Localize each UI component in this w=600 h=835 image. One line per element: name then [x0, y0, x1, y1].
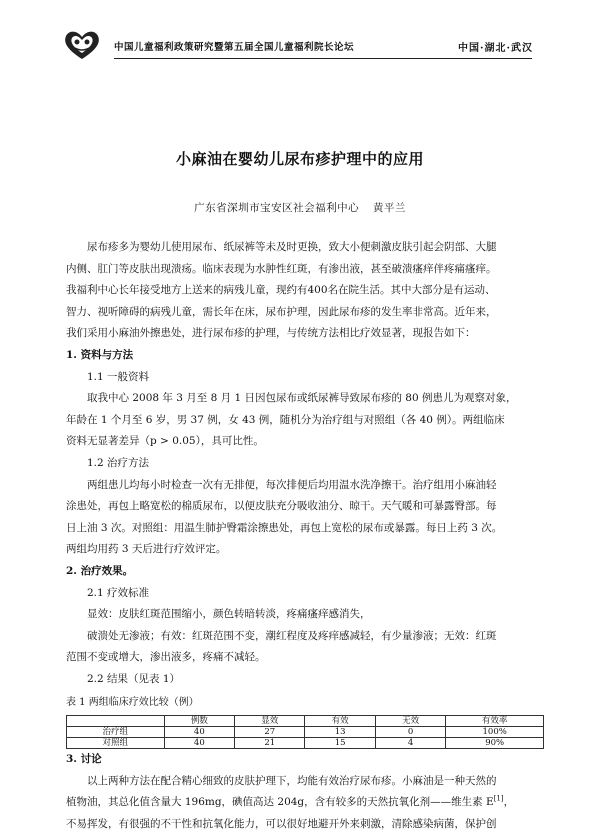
author-name: 黄平兰: [372, 202, 406, 214]
section-heading: 3. 讨论: [66, 753, 102, 766]
table-header: 有效: [305, 716, 375, 727]
table-cell: 4: [375, 738, 445, 749]
table-row: [67, 727, 544, 738]
results-table: [66, 715, 544, 749]
table-cell: 21: [235, 738, 305, 749]
text-line: 日上油 3 次。对照组：用温生肺护臀霜涂擦患处，再包上宽松的尿布或暴露。每日上药 3 次。: [66, 521, 503, 534]
table-cell: 27: [235, 727, 305, 738]
table-header: [67, 716, 165, 727]
text-line: 我们采用小麻油外擦患处，进行尿布疹的护理，与传统方法相比疗效显著，现报告如下：: [66, 327, 476, 340]
text-line: 以上两种方法在配合精心细致的皮肤护理下，均能有效治疗尿布疹。小麻油是一种天然的: [87, 774, 497, 787]
text-line: 破溃处无渗液；有效：红斑范围不变，潮红程度及疼痒感减轻，有少量渗液；无效：红斑: [87, 629, 497, 642]
table-cell: 100%: [446, 727, 544, 738]
intro-paragraph: [66, 237, 544, 345]
paragraph: [66, 475, 544, 561]
text-line: 显效：皮肤红斑范围缩小，颜色转暗转淡，疼痛瘙痒感消失，: [87, 608, 371, 621]
conference-location: 中国·湖北·武汉: [458, 43, 533, 54]
text-line: 不易挥发，有很强的不干性和抗氧化能力，可以很好地避开外来刺激，清除感染病菌，保护创: [66, 817, 497, 830]
table-header-row: [67, 716, 544, 727]
text-line: 资料无显著差异（p > 0.05），具可比性。: [66, 435, 264, 448]
citation[interactable]: [1]: [493, 794, 504, 803]
text-line: 取我中心 2008 年 3 月至 8 月 1 日因包尿布或纸尿裤导致尿布疹的 80 例患儿为观察对象，: [87, 392, 517, 405]
subsection-heading: 1.2 治疗方法: [87, 456, 150, 469]
paragraph: [66, 388, 544, 453]
page-header: [62, 28, 532, 64]
subsection-heading: 1.1 一般资料: [87, 370, 150, 383]
table-header: 例数: [164, 716, 234, 727]
text-line: 智力、视听障碍的病残儿童，需长年在床，尿布护理，因此尿布疹的发生率非常高。近年来，: [66, 305, 497, 318]
affiliation: 广东省深圳市宝安区社会福利中心: [194, 202, 360, 214]
table-cell: 对照组: [67, 738, 165, 749]
conference-name: 中国儿童福利政策研究暨第五届全国儿童福利院长论坛: [114, 42, 355, 53]
article-body: [66, 237, 544, 835]
text-line: 尿布疹多为婴幼儿使用尿布、纸尿裤等未及时更换，致大小便刺激皮肤引起会阴部、大腿: [87, 241, 497, 253]
text-line: 我福利中心长年接受地方上送来的病残儿童，现约有400名在院生活。其中大部分是有运动、: [66, 284, 496, 297]
table-cell: 90%: [446, 738, 544, 749]
text-line: 范围不变或增大，渗出液多，疼痛不减轻。: [66, 651, 266, 664]
author-line: [0, 200, 600, 215]
table-header: 显效: [235, 716, 305, 727]
table-cell: 13: [305, 727, 375, 738]
table-cell: 40: [164, 738, 234, 749]
table-cell: 0: [375, 727, 445, 738]
text-line: 年龄在 1 个月至 6 岁，男 37 例，女 43 例，随机分为治疗组与对照组（各 40 例）。两组临床: [66, 413, 505, 426]
text-line: 内侧、肛门等皮肤出现溃疡。临床表现为水肿性红斑，有渗出液，甚至破溃瘙痒伴疼痛瘙痒。: [66, 262, 497, 275]
header-rule: [114, 58, 532, 59]
text-line: [66, 792, 544, 814]
section-heading: 1. 资料与方法: [66, 348, 134, 361]
subsection-heading: 2.1 疗效标准: [87, 586, 150, 599]
text-line: 两组患儿均每小时检查一次有无排便，每次排便后均用温水洗净擦干。治疗组用小麻油轻: [87, 478, 497, 491]
table-header: 有效率: [446, 716, 544, 727]
text-fragment: 植物油，其总化值含量大 196mg，碘值高达 204g，含有较多的天然抗氧化剂——维生素 E: [66, 796, 494, 809]
table-cell: 40: [164, 727, 234, 738]
table-cell: 治疗组: [67, 727, 165, 738]
text-line: 涂患处，再包上略宽松的棉质尿布，以便皮肤充分吸收油分、晾干。天气暖和可暴露臀部。每: [66, 500, 497, 513]
section-heading: 2. 治疗效果。: [66, 564, 134, 577]
table-cell: 15: [305, 738, 375, 749]
paragraph: [66, 604, 544, 669]
table-row: [67, 738, 544, 749]
text-fragment: ，: [503, 796, 515, 809]
table-caption: 表 1 两组临床疗效比较（例）: [66, 697, 199, 709]
table-header: 无效: [375, 716, 445, 727]
paragraph: [66, 771, 544, 835]
text-line: 两组均用药 3 天后进行疗效评定。: [66, 543, 227, 556]
article-title: 小麻油在婴幼儿尿布疹护理中的应用: [175, 150, 424, 168]
conference-logo-icon: [62, 28, 102, 62]
subsection-heading: 2.2 结果（见表 1）: [87, 672, 181, 685]
